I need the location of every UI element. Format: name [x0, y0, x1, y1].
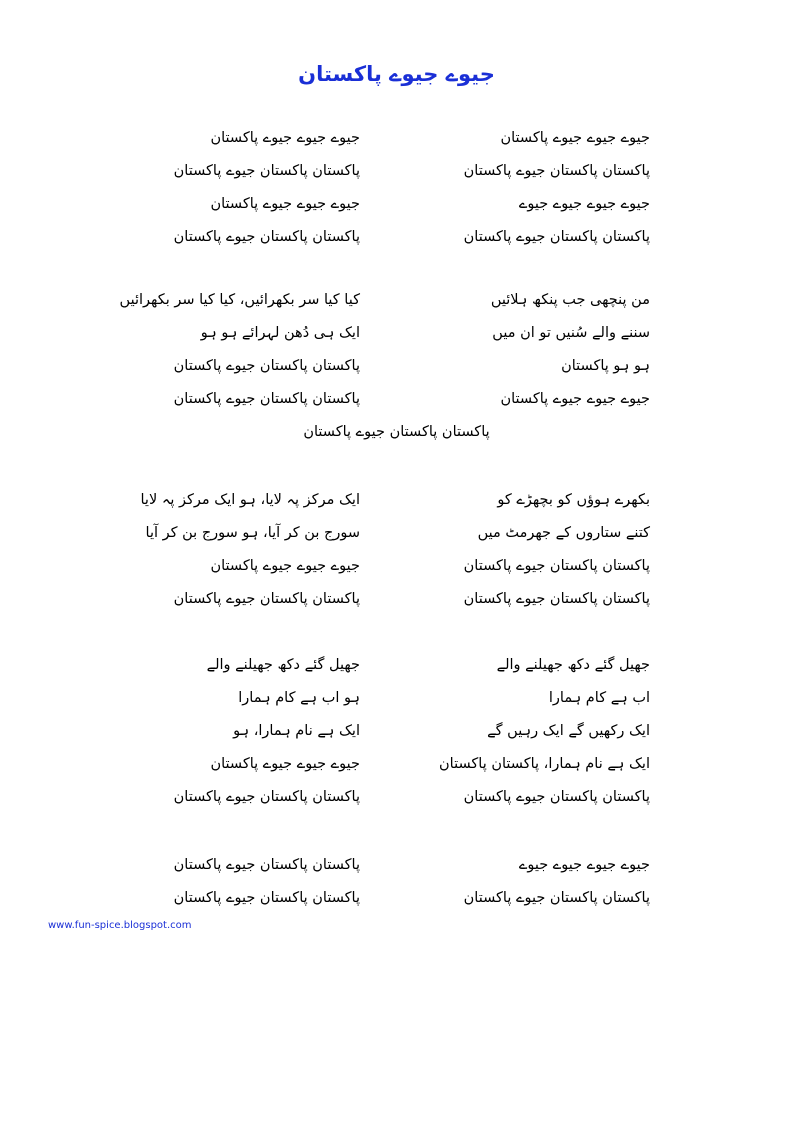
- verse-right: بکھرے ہوؤں کو بچھڑے کو: [497, 492, 650, 508]
- verse-left: ایک ہی دُھن لہرائے ہو ہو: [200, 325, 360, 341]
- verse-left: پاکستان پاکستان جیوے پاکستان: [173, 163, 360, 179]
- verse-row: [0, 323, 793, 356]
- verse-left: جیوے جیوے جیوے پاکستان: [210, 130, 360, 146]
- verse-left: جیوے جیوے جیوے پاکستان: [210, 558, 360, 574]
- verse-right: سننے والے سُنیں تو ان میں: [492, 325, 650, 341]
- verse-row: [0, 128, 793, 161]
- verse-left: پاکستان پاکستان جیوے پاکستان: [173, 358, 360, 374]
- verse-left: جھیل گئے دکھ جھیلنے والے: [206, 657, 360, 673]
- verse-row: [0, 688, 793, 721]
- verse-right: جیوے جیوے جیوے پاکستان: [500, 391, 650, 407]
- verse-right: جیوے جیوے جیوے جیوے: [518, 196, 650, 212]
- verse-right: من پنچھی جب پنکھ ہلائیں: [490, 292, 650, 308]
- verse-row: [0, 161, 793, 194]
- verse-left: پاکستان پاکستان جیوے پاکستان: [173, 229, 360, 245]
- verse-row: [0, 787, 793, 820]
- song-title: جیوے جیوے پاکستان: [298, 62, 495, 86]
- verse-row: [0, 523, 793, 556]
- verse-right: جیوے جیوے جیوے جیوے: [518, 857, 650, 873]
- verse-right: اب ہے کام ہمارا: [548, 690, 650, 706]
- verse-right: جھیل گئے دکھ جھیلنے والے: [496, 657, 650, 673]
- verse-right: پاکستان پاکستان جیوے پاکستان: [463, 558, 650, 574]
- verse-left: ایک مرکز پہ لایا، ہو ایک مرکز پہ لایا: [140, 492, 360, 508]
- verse-left: جیوے جیوے جیوے پاکستان: [210, 196, 360, 212]
- stanza-2: [0, 290, 793, 455]
- verse-right: پاکستان پاکستان جیوے پاکستان: [463, 890, 650, 906]
- verse-right: ایک رکھیں گے ایک رہیں گے: [487, 723, 650, 739]
- stanza-1: [0, 128, 793, 260]
- verse-row: [0, 389, 793, 422]
- verse-row: [0, 356, 793, 389]
- verse-right: ایک ہے نام ہمارا، پاکستان پاکستان: [439, 756, 650, 772]
- verse-right: جیوے جیوے جیوے پاکستان: [500, 130, 650, 146]
- verse-row: [0, 194, 793, 227]
- verse-right: پاکستان پاکستان جیوے پاکستان: [463, 229, 650, 245]
- verse-left: جیوے جیوے جیوے پاکستان: [210, 756, 360, 772]
- verse-row: [0, 855, 793, 888]
- verse-row: [0, 490, 793, 523]
- verse-row: [0, 655, 793, 688]
- verse-left: سورج بن کر آیا، ہو سورج بن کر آیا: [145, 525, 360, 541]
- verse-left: پاکستان پاکستان جیوے پاکستان: [173, 591, 360, 607]
- verse-row: [0, 556, 793, 589]
- verse-row: [0, 290, 793, 323]
- footer-url: www.fun-spice.blogspot.com: [48, 920, 192, 931]
- verse-row-centered: [0, 422, 793, 455]
- verse-right: ہو ہو پاکستان: [561, 358, 650, 374]
- verse-row: [0, 721, 793, 754]
- verse-row: [0, 754, 793, 787]
- stanza-5: [0, 855, 793, 921]
- verse-left: کیا کیا سر بکھرائیں، کیا کیا سر بکھرائیں: [119, 292, 360, 308]
- verse-left: پاکستان پاکستان جیوے پاکستان: [173, 890, 360, 906]
- verse-right: پاکستان پاکستان جیوے پاکستان: [463, 591, 650, 607]
- verse-left: پاکستان پاکستان جیوے پاکستان: [173, 391, 360, 407]
- verse-row: [0, 589, 793, 622]
- verse-left: پاکستان پاکستان جیوے پاکستان: [173, 857, 360, 873]
- verse-row: [0, 227, 793, 260]
- verse-left: پاکستان پاکستان جیوے پاکستان: [173, 789, 360, 805]
- verse-left: ایک ہے نام ہمارا، ہو: [233, 723, 360, 739]
- stanza-3: [0, 490, 793, 622]
- stanza-4: [0, 655, 793, 820]
- verse-right: پاکستان پاکستان جیوے پاکستان: [463, 163, 650, 179]
- verse-right: کتنے ستاروں کے جھرمٹ میں: [477, 525, 650, 541]
- verse-center: پاکستان پاکستان جیوے پاکستان: [303, 424, 490, 440]
- verse-right: پاکستان پاکستان جیوے پاکستان: [463, 789, 650, 805]
- verse-left: ہو اب ہے کام ہمارا: [238, 690, 360, 706]
- verse-row: [0, 888, 793, 921]
